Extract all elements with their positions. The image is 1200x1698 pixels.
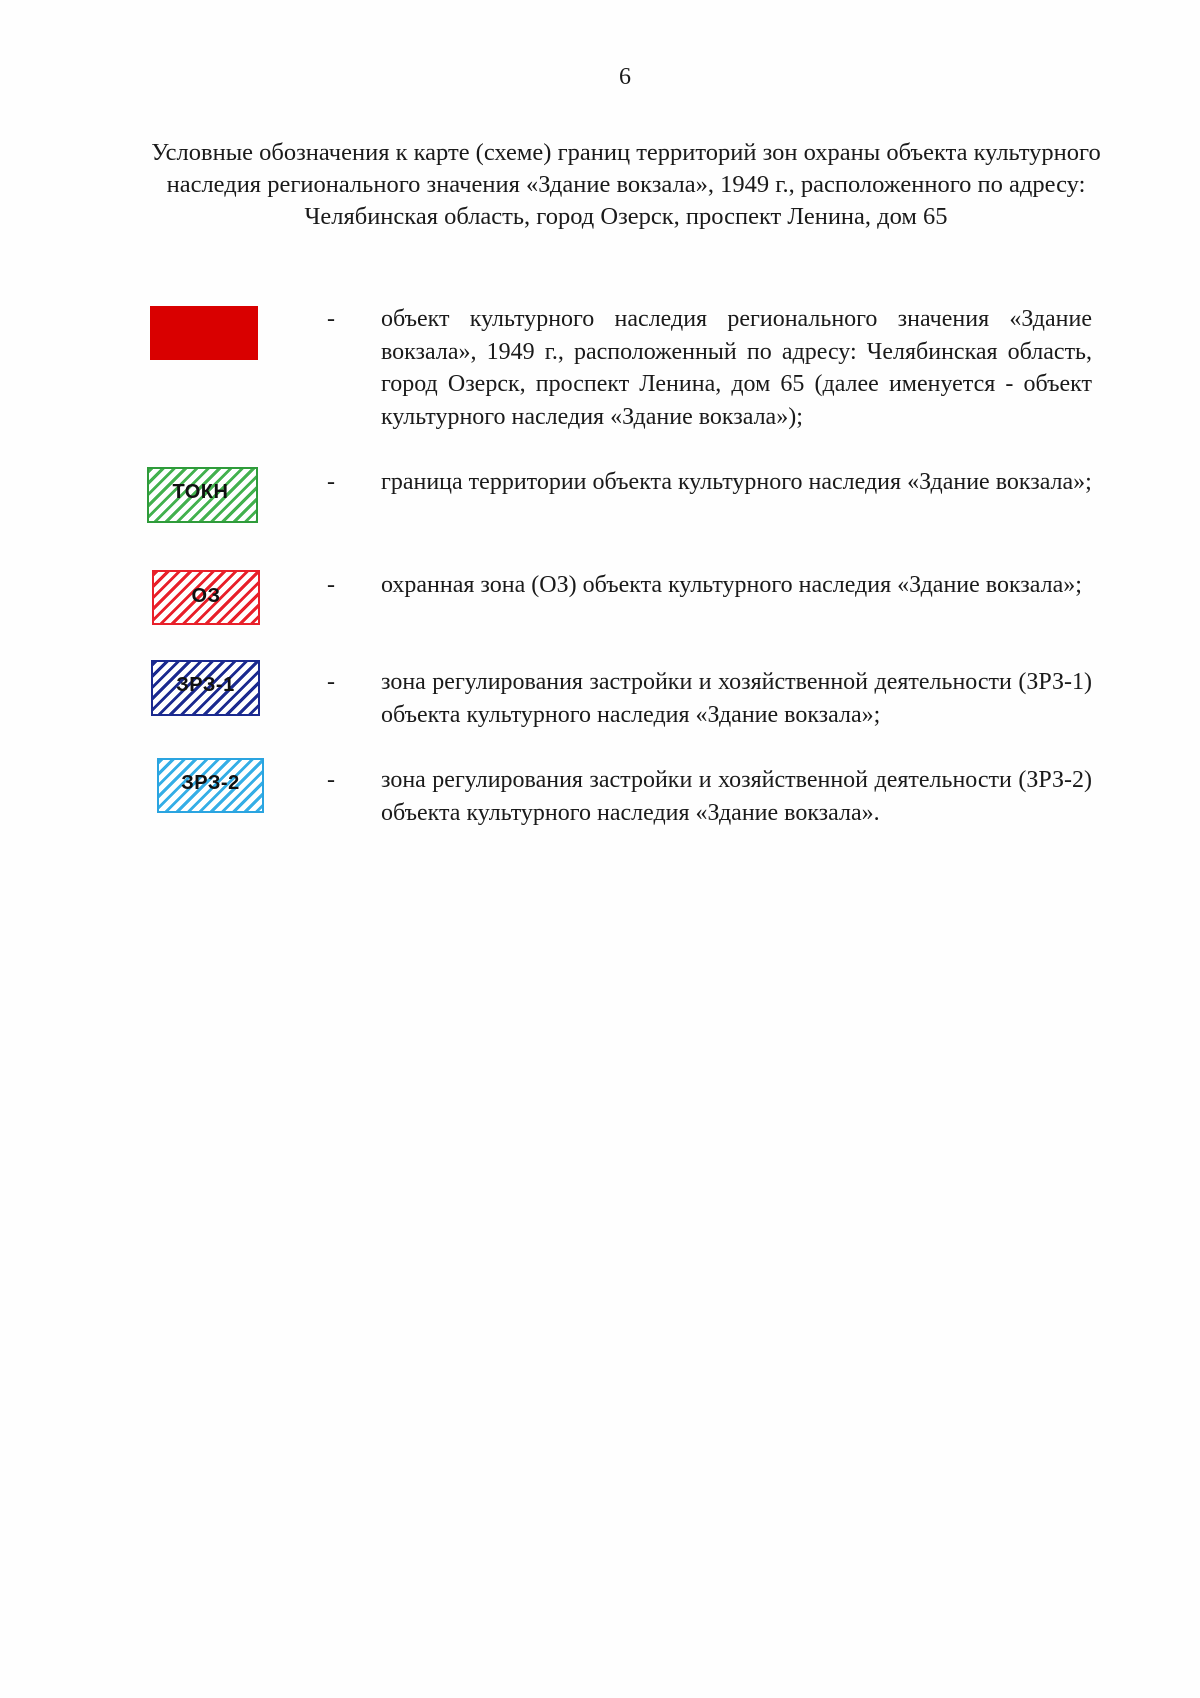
swatch-label: ОЗ [191, 585, 221, 607]
page-title: Условные обозначения к карте (схеме) границ территорий зон охраны объекта культурного наследия регионального значения «Здание вокзала», 1949 г., расположенного по адресу: Челябинская область, город Озерск, проспект Ленина, дом 65 [151, 139, 1101, 230]
legend-item-text: граница территории объекта культурного наследия «Здание вокзала»; [381, 469, 1092, 495]
swatch-label: ТОКН [172, 480, 229, 503]
legend-item-text: объект культурного наследия регионального значения «Здание вокзала», 1949 г., расположенный по адресу: Челябинская область, город Озерск, проспект Ленина, дом 65 (далее именуется - объект культурного наследия «Здание вокзала»); [381, 306, 1092, 430]
page-number: 6 [619, 64, 631, 90]
zrz1-swatch [151, 660, 260, 716]
legend-dash: - [327, 306, 335, 332]
zrz2-swatch [157, 758, 264, 813]
swatch-label: ЗРЗ-1 [176, 673, 235, 696]
legend-item-text: охранная зона (ОЗ) объекта культурного наследия «Здание вокзала»; [381, 572, 1082, 598]
legend-item-text: зона регулирования застройки и хозяйственной деятельности (ЗРЗ-2) объекта культурного наследия «Здание вокзала». [381, 767, 1092, 826]
tokn-swatch [147, 467, 258, 523]
oz-swatch [152, 570, 260, 625]
object-swatch [150, 306, 258, 360]
legend-dash: - [327, 469, 335, 495]
legend-item-text: зона регулирования застройки и хозяйственной деятельности (ЗРЗ-1) объекта культурного наследия «Здание вокзала»; [381, 669, 1092, 728]
legend-dash: - [327, 572, 335, 598]
swatch-label: ЗРЗ-2 [181, 772, 240, 794]
legend-dash: - [327, 669, 335, 695]
legend-dash: - [327, 767, 335, 793]
